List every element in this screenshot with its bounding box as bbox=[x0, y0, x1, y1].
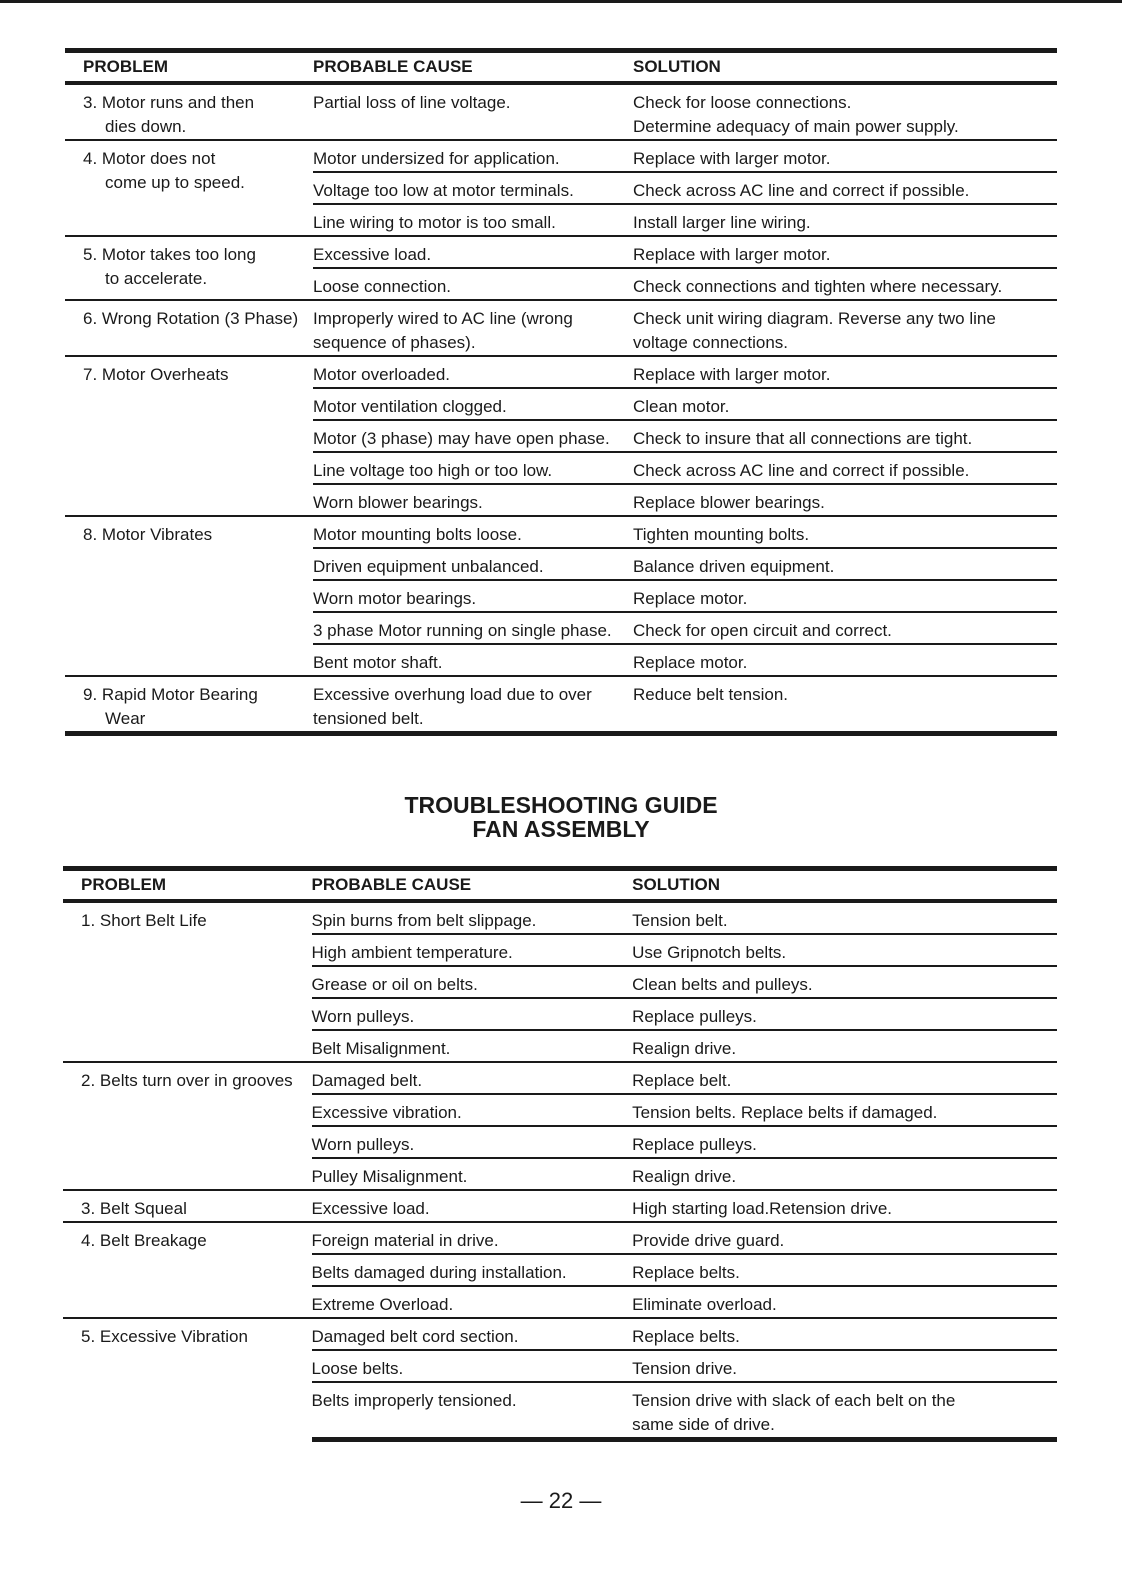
solution-text: Replace blower bearings. bbox=[633, 493, 825, 512]
fan-troubleshooting-table bbox=[63, 866, 1057, 1442]
solution-cell bbox=[633, 612, 1057, 644]
cause-cell bbox=[312, 966, 633, 998]
cause-cell bbox=[313, 140, 633, 172]
solution-text: Tension belt. bbox=[632, 911, 728, 930]
cause-text: Improperly wired to AC line (wrong bbox=[313, 309, 573, 328]
solution-cell bbox=[632, 1062, 1057, 1094]
motor-troubleshooting-table bbox=[65, 48, 1057, 736]
solution-cell bbox=[633, 420, 1057, 452]
cause-cell bbox=[313, 300, 633, 356]
cause-text: Motor ventilation clogged. bbox=[313, 397, 507, 416]
cause-cell bbox=[313, 548, 633, 580]
solution-cell bbox=[633, 172, 1057, 204]
cause-cell bbox=[312, 1158, 633, 1190]
problem-text: to accelerate. bbox=[105, 269, 208, 288]
solution-cell bbox=[632, 1126, 1057, 1158]
solution-text: Replace belt. bbox=[632, 1071, 732, 1090]
solution-text: Check for loose connections. bbox=[633, 93, 852, 112]
solution-text: Use Gripnotch belts. bbox=[632, 943, 787, 962]
solution-cell bbox=[632, 966, 1057, 998]
table-row bbox=[63, 1222, 1057, 1254]
solution-text: Clean belts and pulleys. bbox=[632, 975, 813, 994]
problem-text bbox=[83, 307, 313, 331]
cause-cell bbox=[312, 1062, 633, 1094]
solution-text: Tension drive with slack of each belt on the bbox=[632, 1391, 956, 1410]
solution-text: Replace with larger motor. bbox=[633, 365, 831, 384]
problem-number: 4. bbox=[83, 149, 98, 168]
problem-label: Belt Squeal bbox=[99, 1199, 187, 1218]
solution-cell bbox=[633, 676, 1057, 734]
problem-cell bbox=[63, 1062, 312, 1190]
problem-number: 5. bbox=[81, 1327, 96, 1346]
cause-cell bbox=[313, 268, 633, 300]
cause-text: Motor mounting bolts loose. bbox=[313, 525, 522, 544]
solution-cell bbox=[633, 452, 1057, 484]
problem-number: 5. bbox=[83, 245, 98, 264]
cause-cell bbox=[313, 236, 633, 268]
solution-text: Clean motor. bbox=[633, 397, 730, 416]
section-title: TROUBLESHOOTING GUIDE bbox=[404, 792, 718, 818]
cause-cell bbox=[313, 204, 633, 236]
cause-text: Excessive load. bbox=[313, 245, 432, 264]
table-row bbox=[65, 356, 1057, 388]
cause-text: Line wiring to motor is too small. bbox=[313, 213, 556, 232]
solution-cell bbox=[632, 1286, 1057, 1318]
cause-text: Damaged belt. bbox=[311, 1071, 423, 1090]
solution-cell bbox=[633, 644, 1057, 676]
problem-cell bbox=[63, 1222, 312, 1318]
solution-cell bbox=[632, 1318, 1057, 1350]
solution-text: Eliminate overload. bbox=[632, 1295, 777, 1314]
solution-text: voltage connections. bbox=[633, 333, 788, 352]
solution-text: Replace with larger motor. bbox=[633, 245, 831, 264]
problem-text bbox=[83, 683, 313, 707]
cause-text: Belts damaged during installation. bbox=[311, 1263, 567, 1282]
solution-cell bbox=[633, 388, 1057, 420]
solution-text: Replace belts. bbox=[632, 1263, 740, 1282]
problem-number: 7. bbox=[83, 365, 98, 384]
solution-cell bbox=[633, 140, 1057, 172]
problem-number: 3. bbox=[83, 93, 98, 112]
solution-text: Tension drive. bbox=[632, 1359, 738, 1378]
table-row bbox=[63, 901, 1057, 934]
cause-cell bbox=[312, 1254, 633, 1286]
problem-number: 8. bbox=[83, 525, 98, 544]
solution-text: Check connections and tighten where necessary. bbox=[633, 277, 1003, 296]
cause-text: Voltage too low at motor terminals. bbox=[313, 181, 574, 200]
cause-cell bbox=[313, 388, 633, 420]
cause-cell bbox=[313, 580, 633, 612]
problem-text: Wear bbox=[105, 709, 146, 728]
cause-text: Excessive load. bbox=[311, 1199, 430, 1218]
problem-label: Motor Overheats bbox=[101, 365, 229, 384]
solution-cell bbox=[633, 300, 1057, 356]
problem-cell bbox=[63, 901, 312, 1062]
solution-text: same side of drive. bbox=[632, 1415, 775, 1434]
cause-cell bbox=[312, 1094, 633, 1126]
table-row bbox=[65, 236, 1057, 268]
solution-text: Check to insure that all connections are tight. bbox=[633, 429, 973, 448]
problem-number: 3. bbox=[81, 1199, 96, 1218]
problem-header: PROBLEM bbox=[65, 51, 313, 84]
solution-text: Balance driven equipment. bbox=[633, 557, 835, 576]
solution-cell bbox=[633, 580, 1057, 612]
solution-cell bbox=[632, 1350, 1057, 1382]
cause-text: Motor undersized for application. bbox=[313, 149, 560, 168]
cause-text: Worn motor bearings. bbox=[313, 589, 477, 608]
solution-cell bbox=[633, 356, 1057, 388]
problem-text bbox=[83, 91, 313, 115]
cause-cell bbox=[313, 612, 633, 644]
problem-header: PROBLEM bbox=[63, 869, 312, 902]
cause-cell bbox=[312, 998, 633, 1030]
problem-cell bbox=[63, 1190, 312, 1222]
problem-label: Motor runs and then bbox=[101, 93, 255, 112]
cause-text: Partial loss of line voltage. bbox=[313, 93, 511, 112]
solution-text: Check across AC line and correct if possible. bbox=[633, 461, 970, 480]
cause-text: sequence of phases). bbox=[313, 333, 476, 352]
cause-cell bbox=[312, 1126, 633, 1158]
table-row bbox=[65, 300, 1057, 356]
problem-label: Rapid Motor Bearing bbox=[101, 685, 258, 704]
problem-number: 9. bbox=[83, 685, 98, 704]
problem-number: 4. bbox=[81, 1231, 96, 1250]
cause-cell bbox=[313, 83, 633, 140]
solution-text: Check across AC line and correct if possible. bbox=[633, 181, 970, 200]
solution-text: Determine adequacy of main power supply. bbox=[633, 117, 959, 136]
solution-text: Replace with larger motor. bbox=[633, 149, 831, 168]
cause-text: Worn blower bearings. bbox=[313, 493, 483, 512]
cause-text: Line voltage too high or too low. bbox=[313, 461, 553, 480]
table-row bbox=[63, 1062, 1057, 1094]
problem-label: Motor takes too long bbox=[101, 245, 256, 264]
problem-label: Motor does not bbox=[101, 149, 216, 168]
problem-text bbox=[81, 1229, 312, 1253]
cause-cell bbox=[312, 934, 633, 966]
cause-text: Motor overloaded. bbox=[313, 365, 451, 384]
cause-cell bbox=[312, 1286, 633, 1318]
cause-cell bbox=[313, 452, 633, 484]
solution-text: Check unit wiring diagram. Reverse any two line bbox=[633, 309, 996, 328]
problem-text bbox=[81, 1069, 312, 1093]
solution-cell bbox=[632, 1158, 1057, 1190]
cause-text: Loose connection. bbox=[313, 277, 451, 296]
problem-label: Belt Breakage bbox=[99, 1231, 207, 1250]
problem-cell bbox=[65, 676, 313, 734]
solution-text: Replace pulleys. bbox=[632, 1135, 757, 1154]
problem-label: Short Belt Life bbox=[99, 911, 207, 930]
problem-label: Wrong Rotation (3 Phase) bbox=[101, 309, 299, 328]
cause-cell bbox=[313, 516, 633, 548]
solution-cell bbox=[632, 1254, 1057, 1286]
table-row bbox=[65, 516, 1057, 548]
problem-text: dies down. bbox=[105, 117, 187, 136]
solution-text: Reduce belt tension. bbox=[633, 685, 788, 704]
cause-text: Belt Misalignment. bbox=[311, 1039, 451, 1058]
cause-text: Belts improperly tensioned. bbox=[311, 1391, 517, 1410]
problem-number: 6. bbox=[83, 309, 98, 328]
solution-cell bbox=[632, 1382, 1057, 1440]
cause-text: Excessive overhung load due to over bbox=[313, 685, 592, 704]
problem-cell bbox=[65, 300, 313, 356]
table-row bbox=[63, 1190, 1057, 1222]
cause-text: Extreme Overload. bbox=[311, 1295, 454, 1314]
solution-text: Tighten mounting bolts. bbox=[633, 525, 810, 544]
problem-text bbox=[81, 1325, 312, 1349]
header-row bbox=[63, 869, 1057, 902]
cause-text: Motor (3 phase) may have open phase. bbox=[313, 429, 610, 448]
section-subtitle: FAN ASSEMBLY bbox=[472, 816, 650, 842]
problem-number: 2. bbox=[81, 1071, 96, 1090]
problem-text bbox=[83, 147, 313, 171]
solution-cell bbox=[632, 934, 1057, 966]
solution-text: Replace belts. bbox=[632, 1327, 740, 1346]
cause-text: Pulley Misalignment. bbox=[311, 1167, 468, 1186]
solution-text: Replace motor. bbox=[633, 653, 748, 672]
cause-text: 3 phase Motor running on single phase. bbox=[313, 621, 612, 640]
problem-cell bbox=[65, 236, 313, 300]
solution-cell bbox=[633, 548, 1057, 580]
solution-cell bbox=[632, 1030, 1057, 1062]
problem-cell bbox=[63, 1318, 312, 1440]
solution-cell bbox=[633, 268, 1057, 300]
solution-text: Install larger line wiring. bbox=[633, 213, 811, 232]
cause-text: Excessive vibration. bbox=[311, 1103, 462, 1122]
solution-text: Provide drive guard. bbox=[632, 1231, 785, 1250]
cause-cell bbox=[312, 901, 633, 934]
problem-label: Excessive Vibration bbox=[99, 1327, 248, 1346]
solution-text: Replace motor. bbox=[633, 589, 748, 608]
solution-cell bbox=[632, 1094, 1057, 1126]
cause-cell bbox=[313, 644, 633, 676]
solution-cell bbox=[633, 516, 1057, 548]
problem-text: come up to speed. bbox=[105, 173, 245, 192]
solution-cell bbox=[632, 901, 1057, 934]
table-row bbox=[65, 140, 1057, 172]
cause-text: Worn pulleys. bbox=[311, 1007, 415, 1026]
cause-text: Foreign material in drive. bbox=[311, 1231, 499, 1250]
cause-text: tensioned belt. bbox=[313, 709, 424, 728]
table-row bbox=[65, 83, 1057, 140]
cause-cell bbox=[312, 1350, 633, 1382]
table-row bbox=[65, 676, 1057, 734]
solution-text: Check for open circuit and correct. bbox=[633, 621, 892, 640]
cause-cell bbox=[312, 1382, 633, 1440]
solution-text: Realign drive. bbox=[632, 1167, 737, 1186]
cause-cell bbox=[313, 484, 633, 516]
cause-header: PROBABLE CAUSE bbox=[313, 51, 633, 84]
cause-text: Loose belts. bbox=[311, 1359, 404, 1378]
problem-cell bbox=[65, 83, 313, 140]
solution-cell bbox=[632, 1222, 1057, 1254]
solution-cell bbox=[633, 484, 1057, 516]
cause-cell bbox=[313, 676, 633, 734]
cause-text: Damaged belt cord section. bbox=[311, 1327, 519, 1346]
problem-number: 1. bbox=[81, 911, 96, 930]
cause-cell bbox=[313, 172, 633, 204]
problem-text bbox=[83, 243, 313, 267]
solution-text: Realign drive. bbox=[632, 1039, 737, 1058]
cause-cell bbox=[312, 1190, 633, 1222]
cause-text: Spin burns from belt slippage. bbox=[311, 911, 537, 930]
cause-text: High ambient temperature. bbox=[311, 943, 513, 962]
cause-header: PROBABLE CAUSE bbox=[312, 869, 633, 902]
problem-cell bbox=[65, 140, 313, 236]
cause-cell bbox=[313, 420, 633, 452]
problem-cell bbox=[65, 516, 313, 676]
problem-text bbox=[81, 1197, 312, 1221]
cause-cell bbox=[312, 1318, 633, 1350]
table-row bbox=[63, 1318, 1057, 1350]
cause-cell bbox=[312, 1222, 633, 1254]
solution-text: Replace pulleys. bbox=[632, 1007, 757, 1026]
solution-cell bbox=[632, 998, 1057, 1030]
problem-text bbox=[81, 909, 312, 933]
solution-cell bbox=[633, 236, 1057, 268]
header-row bbox=[65, 51, 1057, 84]
solution-cell bbox=[633, 83, 1057, 140]
solution-header: SOLUTION bbox=[632, 869, 1057, 902]
problem-text bbox=[83, 523, 313, 547]
problem-label: Belts turn over in grooves bbox=[99, 1071, 293, 1090]
cause-text: Grease or oil on belts. bbox=[311, 975, 478, 994]
cause-cell bbox=[313, 356, 633, 388]
solution-text: High starting load.Retension drive. bbox=[632, 1199, 893, 1218]
problem-label: Motor Vibrates bbox=[101, 525, 213, 544]
solution-header: SOLUTION bbox=[633, 51, 1057, 84]
page-number: — 22 — bbox=[520, 1488, 602, 1513]
solution-cell bbox=[632, 1190, 1057, 1222]
problem-text bbox=[83, 363, 313, 387]
cause-text: Driven equipment unbalanced. bbox=[313, 557, 544, 576]
problem-cell bbox=[65, 356, 313, 516]
top-rule bbox=[0, 0, 1122, 3]
solution-text: Tension belts. Replace belts if damaged. bbox=[632, 1103, 938, 1122]
cause-text: Bent motor shaft. bbox=[313, 653, 443, 672]
cause-text: Worn pulleys. bbox=[311, 1135, 415, 1154]
cause-cell bbox=[312, 1030, 633, 1062]
solution-cell bbox=[633, 204, 1057, 236]
